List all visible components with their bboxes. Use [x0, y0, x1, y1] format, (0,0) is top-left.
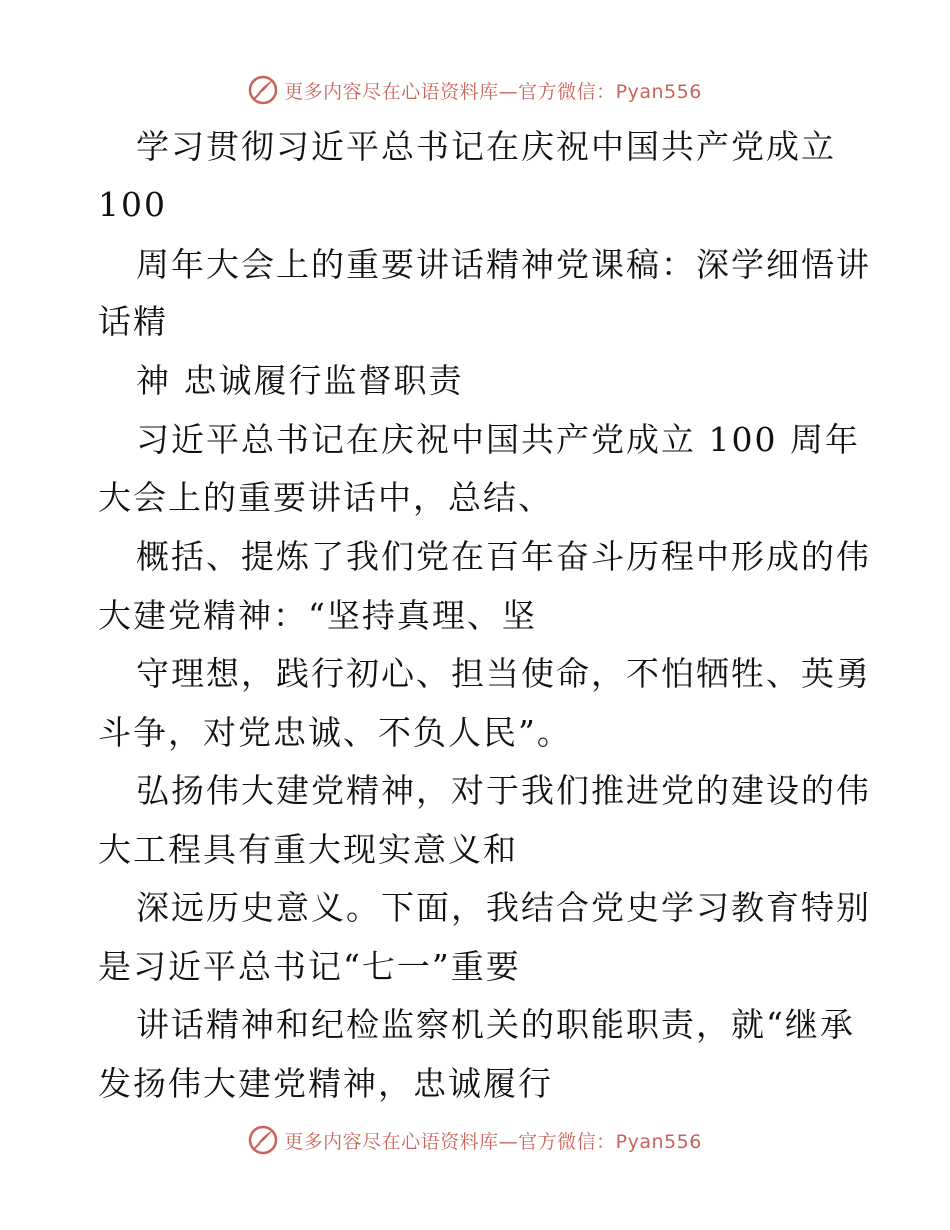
body-line: 发扬伟大建党精神，忠诚履行 [98, 1064, 553, 1103]
body-line: 大工程具有重大现实意义和 [98, 830, 518, 869]
title-line: 学习贯彻习近平总书记在庆祝中国共产党成立 [136, 127, 836, 166]
body-line: 讲话精神和纪检监察机关的职能职责，就“继承 [136, 1005, 855, 1044]
body-line: 概括、提炼了我们党在百年奋斗历程中形成的伟 [136, 537, 871, 576]
header-watermark-text: 更多内容尽在心语资料库—官方微信：Pyan556 [284, 80, 702, 103]
body-line: 习近平总书记在庆祝中国共产党成立 100 周年 [136, 420, 860, 459]
body-line: 守理想，践行初心、担当使命，不怕牺牲、英勇 [136, 654, 871, 693]
footer-watermark-text: 更多内容尽在心语资料库—官方微信：Pyan556 [284, 1130, 702, 1153]
title-line: 话精 [98, 302, 168, 341]
quill-circle-logo-icon [248, 1125, 278, 1155]
title-line: 周年大会上的重要讲话精神党课稿：深学细悟讲 [136, 245, 871, 284]
body-line: 大建党精神：“坚持真理、坚 [98, 596, 537, 635]
title-line: 神 忠诚履行监督职责 [136, 361, 464, 400]
title-line: 100 [98, 185, 167, 224]
footer-watermark [0, 1120, 950, 1160]
body-line: 大会上的重要讲话中，总结、 [98, 478, 553, 517]
body-line: 斗争，对党忠诚、不负人民”。 [98, 713, 572, 752]
body-line: 是习近平总书记“七一”重要 [98, 947, 521, 986]
body-line: 弘扬伟大建党精神，对于我们推进党的建设的伟 [136, 771, 871, 810]
body-line: 深远历史意义。下面，我结合党史学习教育特别 [136, 888, 871, 927]
